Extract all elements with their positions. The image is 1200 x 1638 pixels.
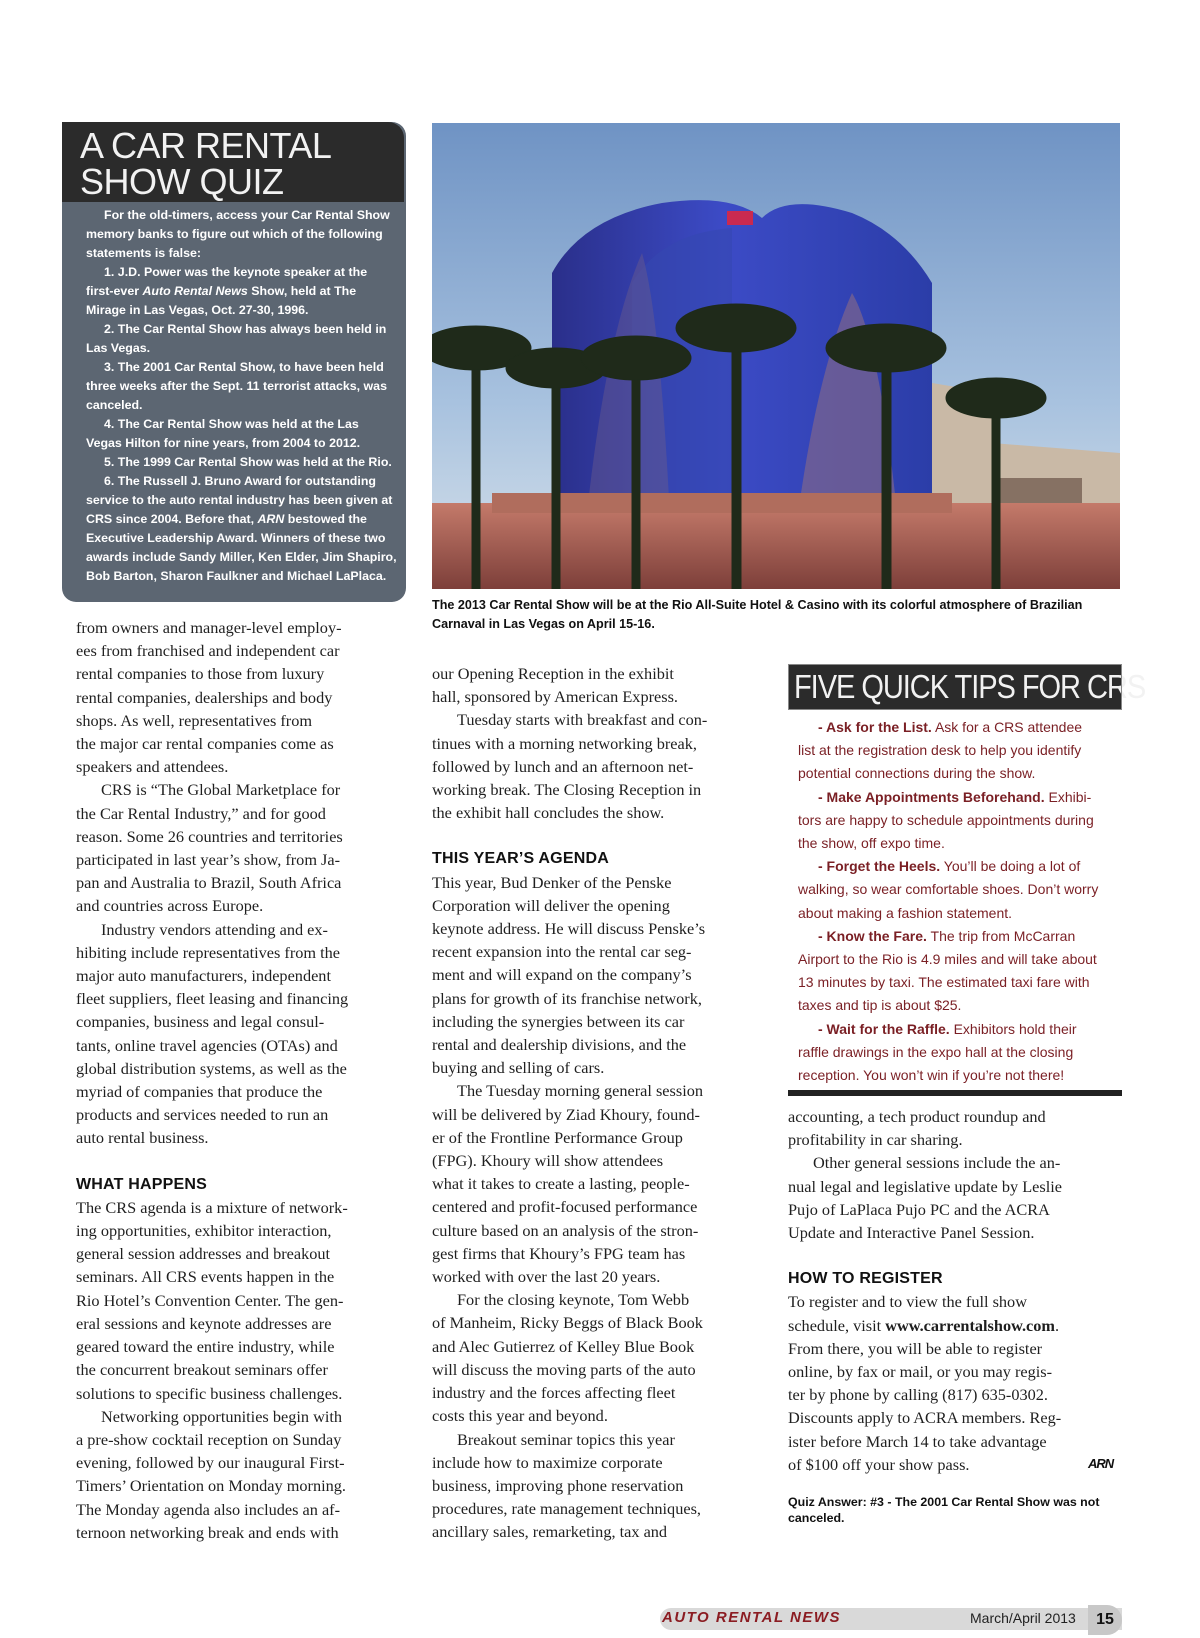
text-line: ing opportunities, exhibitor interaction, [76,1221,332,1241]
text-line: keynote address. He will discuss Penske’s [432,919,706,939]
text-line: schedule, visit www.carrentalshow.com. [788,1315,1060,1335]
text-line: and countries across Europe. [76,896,264,916]
text-line: Networking opportunities begin with [101,1406,343,1426]
text-line: ister before March 14 to take advantage [788,1431,1047,1451]
text-line: gest firms that Khoury’s FPG team has [432,1243,686,1263]
text-line: rental companies to those from luxury [76,664,325,684]
text-line: auto rental business. [76,1128,209,1148]
text-line: of $100 off your show pass. [788,1454,970,1474]
text-line: procedures, rate management techniques, [432,1499,701,1519]
text-line: er of the Frontline Performance Group [432,1127,683,1147]
website-link[interactable]: www.carrentalshow.com [885,1315,1055,1335]
text-line: recent expansion into the rental car seg- [432,942,692,962]
quiz-item: 4. The Car Rental Show was held at the Las Vegas Hilton for nine years, from 2004 to 2012. [86,417,361,450]
text-line: and Alec Gutierrez of Kelley Blue Book [432,1336,695,1356]
text-line: buying and selling of cars. [432,1058,605,1078]
text-line: the concurrent breakout seminars offer [76,1360,328,1380]
text-line: the Car Rental Industry,” and for good [76,803,326,823]
quiz-title-line2: SHOW QUIZ [80,161,284,202]
tip-item: - Make Appointments Beforehand. Exhibi- [818,788,1092,805]
tip-item: - Forget the Heels. You’ll be doing a lot of [818,858,1081,875]
tip-line: walking, so wear comfortable shoes. Don’t worry [798,881,1099,898]
text-line: products and services needed to run an [76,1105,329,1125]
text-line: followed by lunch and an afternoon net- [432,756,694,776]
text-line: ancillary sales, remarketing, tax and [432,1522,668,1542]
text-line: companies, business and legal consul- [76,1012,325,1032]
text-line: fleet suppliers, fleet leasing and financing [76,989,349,1009]
article-column-3 [788,1105,1118,1476]
text-line: hall, sponsored by American Express. [432,687,678,707]
text-line: eral sessions and keynote addresses are [76,1313,332,1333]
tip-line: about making a fashion statement. [798,904,1013,921]
text-line: global distribution systems, as well as the [76,1058,347,1078]
text-line: the exhibit hall concludes the show. [432,803,665,823]
tip-item: - Know the Fare. The trip from McCarran [818,927,1076,944]
quiz-item: 2. The Car Rental Show has always been held in Las Vegas. [86,322,387,355]
text-line: hibiting include representatives from the [76,942,341,962]
text-line: The CRS agenda is a mixture of network- [76,1197,348,1217]
text-line: from owners and manager-level employ- [76,618,342,637]
rio-hotel-photo [432,123,1120,589]
text-line: Rio Hotel’s Convention Center. The gen- [76,1290,344,1310]
quiz-item: 1. J.D. Power was the keynote speaker at the first-ever Auto Rental News Show, held at The Mirage in Las Vegas, Oct. 27-30, 1996. [86,265,368,317]
text-line: worked with over the last 20 years. [432,1267,661,1287]
text-line: of Manheim, Ricky Beggs of Black Book [432,1313,703,1333]
text-line: speakers and attendees. [76,757,229,777]
text-line: rental companies, dealerships and body [76,687,333,707]
text-line: ees from franchised and independent car [76,641,340,661]
text-line: including the synergies between its car [432,1011,685,1031]
text-line: business, improving phone reservation [432,1475,684,1495]
page-number: 15 [1088,1605,1122,1635]
text-line: online, by fax or mail, or you may regis- [788,1362,1053,1382]
text-line: Tuesday starts with breakfast and con- [457,710,708,730]
text-line: Pujo of LaPlaca Pujo PC and the ACRA [788,1199,1050,1219]
tip-line: Airport to the Rio is 4.9 miles and will take about [798,951,1097,968]
tip-item: - Wait for the Raffle. Exhibitors hold their [818,1020,1077,1037]
quiz-title-line1: A CAR RENTAL [80,125,332,166]
text-line: seminars. All CRS events happen in the [76,1267,335,1287]
text-line: centered and profit-focused performance [432,1197,698,1217]
text-line: For the closing keynote, Tom Webb [457,1290,690,1310]
text-line: nual legal and legislative update by Leslie [788,1176,1062,1196]
text-line: Breakout seminar topics this year [457,1429,675,1449]
text-line: The Tuesday morning general session [457,1081,703,1101]
text-line: geared toward the entire industry, while [76,1337,335,1357]
text-line: the major car rental companies come as [76,734,334,754]
text-line: our Opening Reception in the exhibit [432,664,674,683]
photo-caption: The 2013 Car Rental Show will be at the Rio All-Suite Hotel & Casino with its colorful atmosphere of Brazilian Carnaval in Las Vegas on April 15-16. [432,598,1083,631]
quiz-answer: Quiz Answer: #3 - The 2001 Car Rental Show was not canceled. [788,1495,1100,1525]
text-line: working break. The Closing Reception in [432,780,702,800]
text-line: accounting, a tech product roundup and [788,1107,1046,1126]
tips-title: FIVE QUICK TIPS FOR CRS [794,668,1146,705]
article-column-2 [432,662,772,1544]
footer-magazine-name: AUTO RENTAL NEWS [662,1609,842,1626]
text-line: rental and dealership divisions, and the [432,1035,687,1055]
text-line: Corporation will deliver the opening [432,895,670,915]
text-line: This year, Bud Denker of the Penske [432,872,672,892]
text-line: culture based on an analysis of the stron- [432,1220,699,1240]
tip-line: potential connections during the show. [798,765,1036,782]
text-line: industry and the forces affecting fleet [432,1383,676,1403]
text-line: ment and will expand on the company’s [432,965,692,985]
text-line: Other general sessions include the an- [813,1153,1061,1173]
text-line: tinues with a morning networking break, [432,733,697,753]
text-line: (FPG). Khoury will show attendees [432,1151,664,1171]
text-line: pan and Australia to Brazil, South Africa [76,873,342,893]
tip-line: 13 minutes by taxi. The estimated taxi fare with [798,974,1090,991]
tips-title-box [788,664,1146,710]
text-line: what it takes to create a lasting, people- [432,1174,690,1194]
text-line: shops. As well, representatives from [76,710,313,730]
text-line: Update and Interactive Panel Session. [788,1223,1035,1243]
text-line: will be delivered by Ziad Khoury, found- [432,1104,700,1124]
text-line: Discounts apply to ACRA members. Reg- [788,1408,1062,1428]
footer-issue-date: March/April 2013 [970,1610,1076,1626]
text-line: a pre-show cocktail reception on Sunday [76,1429,342,1449]
text-line: participated in last year’s show, from Ja- [76,850,341,870]
text-line: Industry vendors attending and ex- [101,919,328,939]
quiz-item: 6. The Russell J. Bruno Award for outstanding service to the auto rental industry has been given at CRS since 2004. Before that, ARN bestowed the Executive Leadership Award. Winners of these two awards include Sandy Miller, Ken Elder, Jim Shapiro, Bob Barton, Sharon Faulkner and Michael LaPlaca. [86,474,397,583]
text-line: The Monday agenda also includes an af- [76,1499,341,1519]
text-line: CRS is “The Global Marketplace for [101,780,341,800]
text-line: To register and to view the full show [788,1292,1027,1312]
text-line: general session addresses and breakout [76,1244,331,1264]
text-line: costs this year and beyond. [432,1406,608,1426]
text-line: will discuss the moving parts of the auto [432,1359,696,1379]
text-line: evening, followed by our inaugural First- [76,1453,345,1473]
tip-line: reception. You won’t win if you’re not there! [798,1067,1065,1084]
text-line: ternoon networking break and ends with [76,1522,339,1542]
text-line: include how to maximize corporate [432,1452,663,1472]
text-line: Timers’ Orientation on Monday morning. [76,1476,346,1496]
quiz-item: 5. The 1999 Car Rental Show was held at the Rio. [104,455,392,469]
tip-line: list at the registration desk to help you identify [798,742,1082,759]
section-heading-what-happens: WHAT HAPPENS [76,1175,207,1193]
tips-body [798,716,1128,1087]
text-line: myriad of companies that produce the [76,1082,323,1102]
text-line: reason. Some 26 countries and territories [76,826,343,846]
quiz-title [62,122,404,202]
tip-line: tors are happy to schedule appointments during [798,811,1094,828]
tip-line: the show, off expo time. [798,835,945,852]
text-line: ter by phone by calling (817) 635-0302. [788,1385,1048,1405]
tip-line: raffle drawings in the expo hall at the closing [798,1043,1074,1060]
section-heading-register: HOW TO REGISTER [788,1270,943,1288]
text-line: plans for growth of its franchise network, [432,988,702,1008]
article-column-1 [76,616,406,1544]
text-line: tants, online travel agencies (OTAs) and [76,1035,338,1055]
quiz-item: 3. The 2001 Car Rental Show, to have been held three weeks after the Sept. 11 terrorist attacks, was canceled. [86,360,387,412]
arn-logo: ARN [1088,1456,1114,1471]
text-line: major auto manufacturers, independent [76,966,331,986]
tips-divider [788,1090,1122,1096]
quiz-body [86,206,398,586]
section-heading-agenda: THIS YEAR’S AGENDA [432,850,609,868]
tip-item: - Ask for the List. Ask for a CRS attendee [818,719,1083,735]
text-line: From there, you will be able to register [788,1338,1043,1358]
text-line: solutions to specific business challenges. [76,1383,343,1403]
text-line: profitability in car sharing. [788,1130,963,1150]
tip-line: taxes and tip is about $25. [798,997,962,1014]
quiz-intro: For the old-timers, access your Car Rental Show memory banks to figure out which of the following statements is false: [86,208,390,260]
